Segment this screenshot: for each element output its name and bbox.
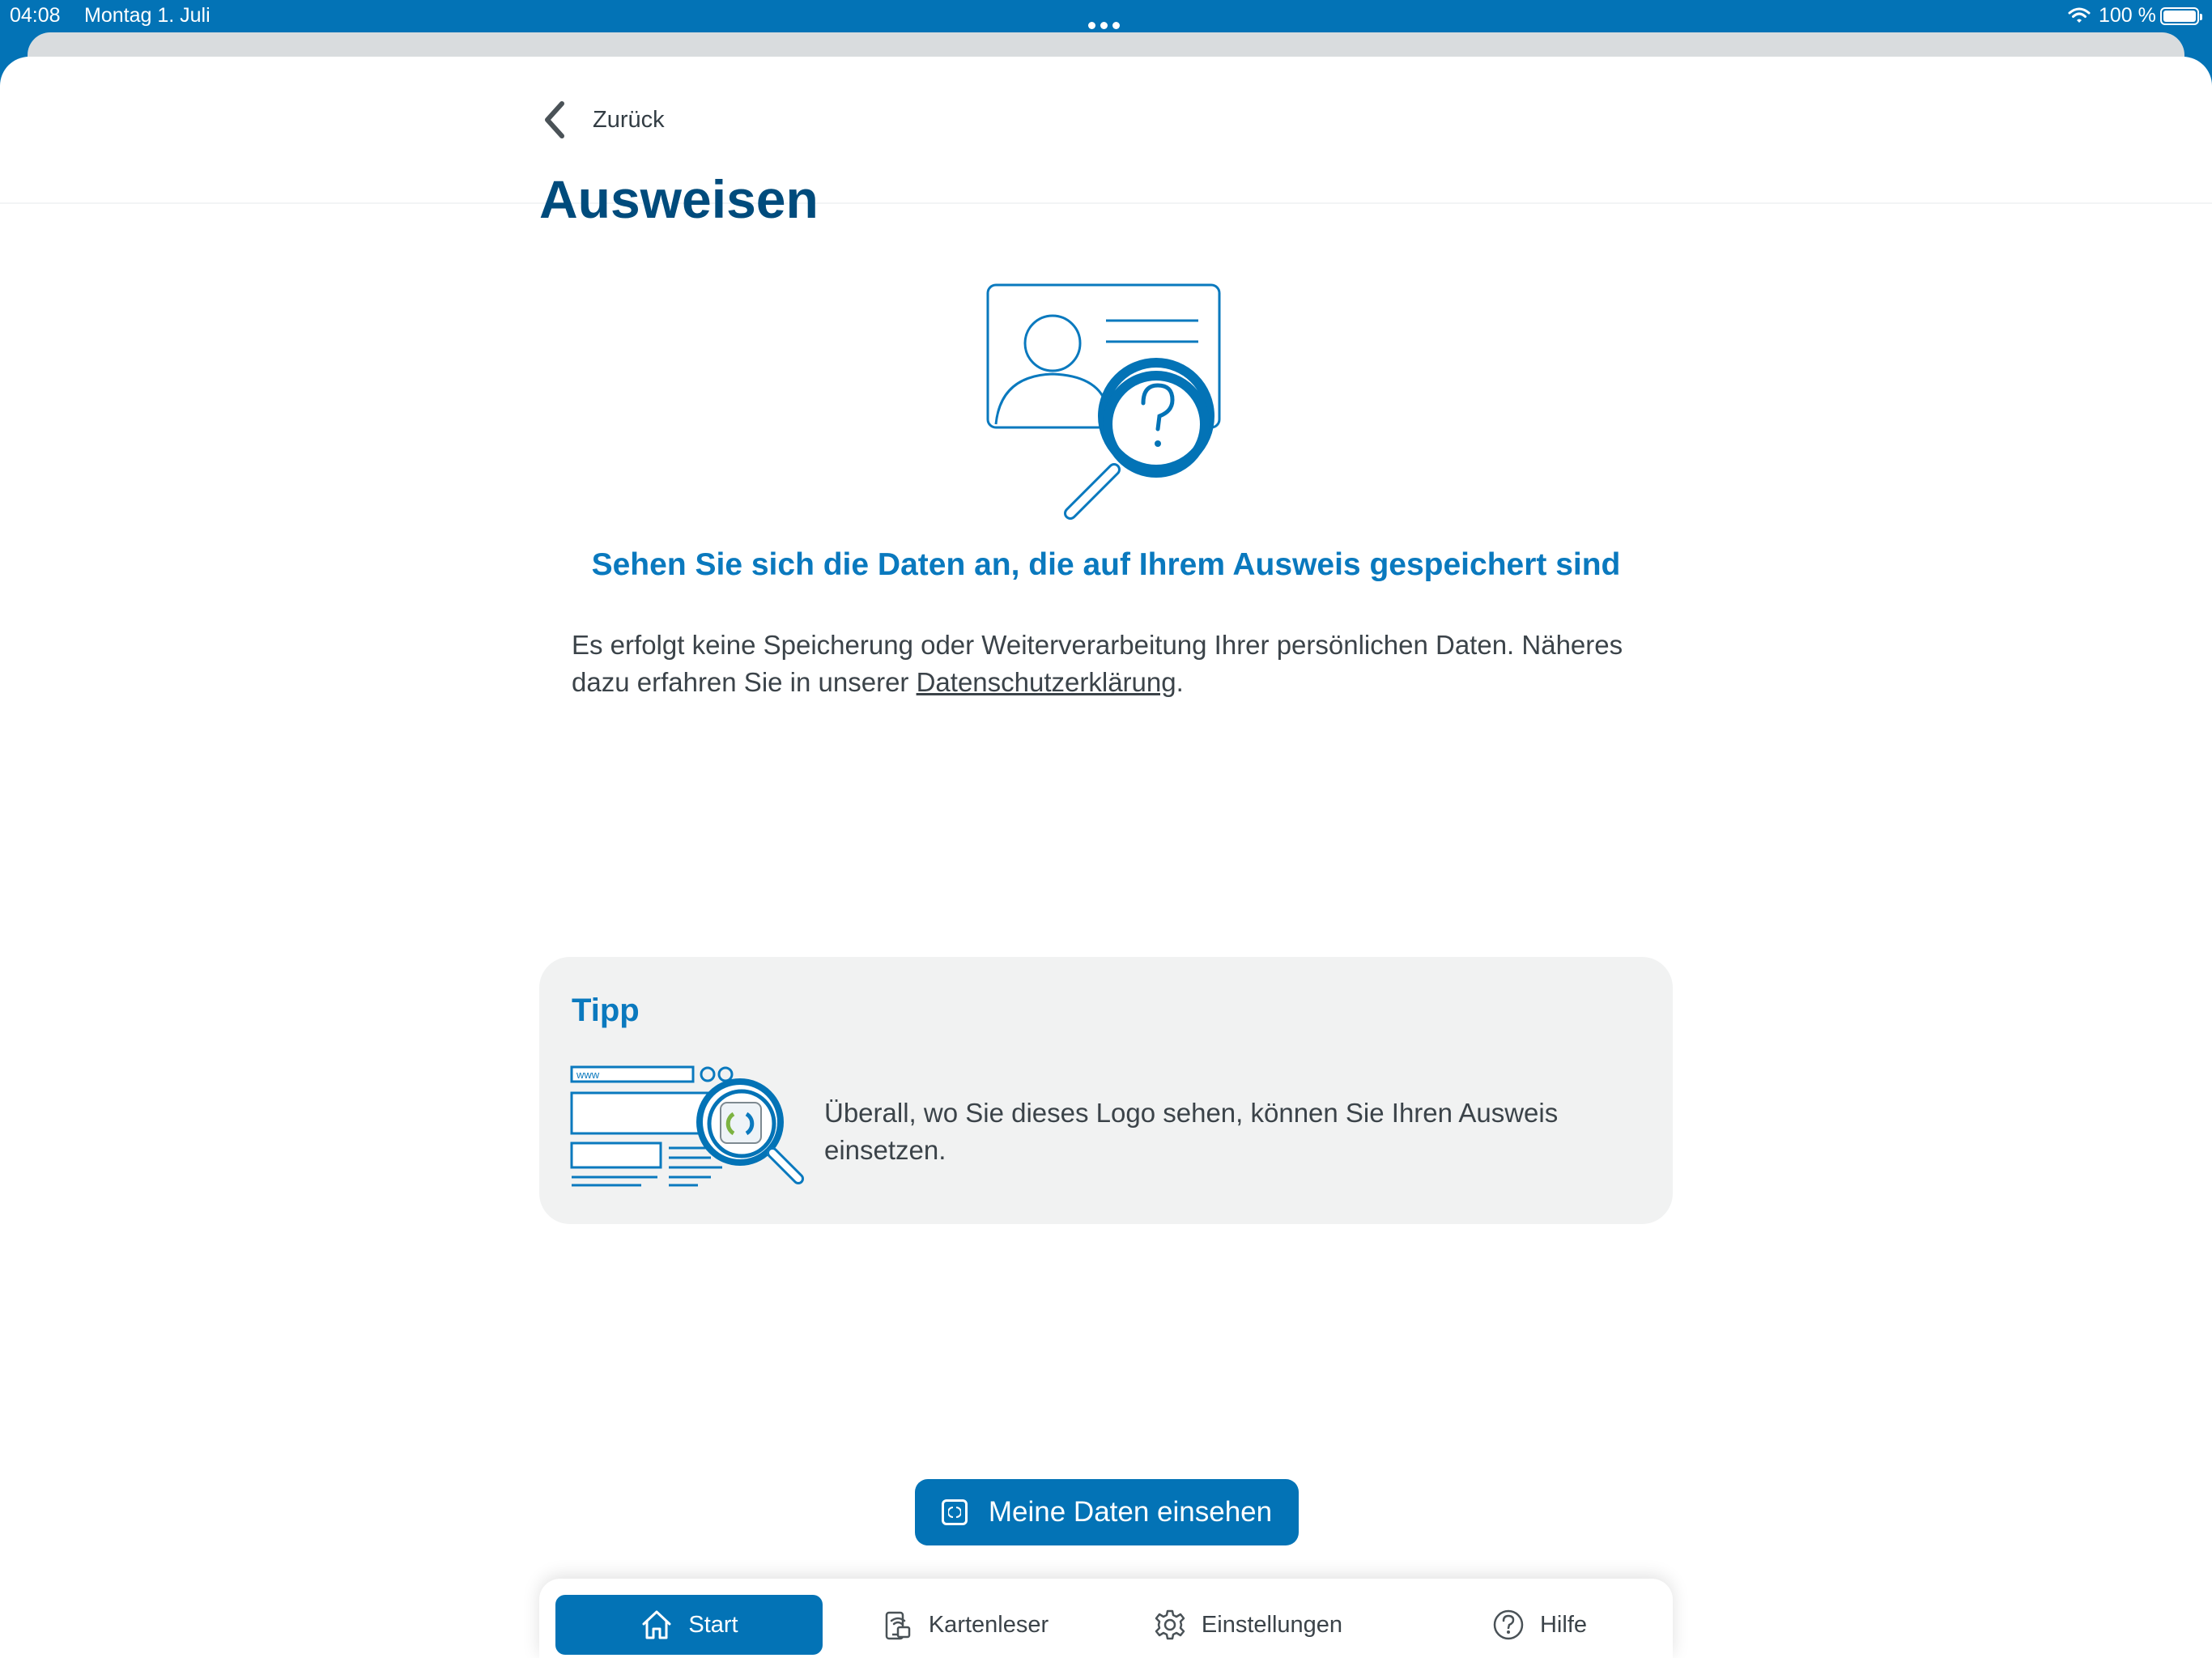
back-label: Zurück <box>593 106 665 133</box>
tip-card <box>539 957 1673 1224</box>
view-my-data-button[interactable] <box>915 1479 1299 1545</box>
multitasking-dots-icon[interactable] <box>1088 11 1125 35</box>
tab-card-reader[interactable] <box>871 1595 1057 1655</box>
tab-start[interactable] <box>555 1595 823 1655</box>
battery-icon <box>2160 7 2199 25</box>
wifi-icon <box>2068 6 2091 30</box>
privacy-text-end: . <box>1176 667 1184 697</box>
tip-text: Überall, wo Sie dieses Logo sehen, können Sie Ihren Ausweis einsetzen. <box>824 1098 1559 1165</box>
help-icon <box>1491 1608 1525 1642</box>
home-icon <box>640 1608 674 1642</box>
privacy-text: Es erfolgt keine Speicherung oder Weiterverarbeitung Ihrer persönlichen Daten. Näheres dazu erfahren Sie in unserer <box>572 630 1623 697</box>
eid-logo-website-illustration-icon <box>568 1064 811 1197</box>
bottom-tab-bar <box>539 1579 1673 1658</box>
tab-card-reader-label: Kartenleser <box>928 1611 1049 1638</box>
status-time: 04:08 <box>10 4 61 27</box>
tab-settings-label: Einstellungen <box>1201 1611 1343 1638</box>
header-divider <box>0 202 2212 204</box>
back-button[interactable] <box>541 100 665 139</box>
tip-www-label: www <box>576 1069 600 1081</box>
tab-start-label: Start <box>688 1611 738 1638</box>
tab-help[interactable] <box>1462 1595 1616 1655</box>
battery-percentage: 100 % <box>2099 4 2156 27</box>
page-title: Ausweisen <box>539 169 819 229</box>
privacy-description <box>572 627 1673 701</box>
status-date: Montag 1. Juli <box>84 4 211 27</box>
view-my-data-label: Meine Daten einsehen <box>988 1496 1273 1528</box>
eid-logo-icon <box>942 1499 968 1525</box>
gear-icon <box>1153 1608 1187 1642</box>
id-card-magnifier-question-icon <box>985 282 1227 529</box>
page-subtitle: Sehen Sie sich die Daten an, die auf Ihrem Ausweis gespeichert sind <box>591 547 1621 582</box>
tab-help-label: Hilfe <box>1539 1611 1587 1638</box>
tip-title: Tipp <box>572 993 640 1028</box>
tab-settings[interactable] <box>1138 1595 1357 1655</box>
status-bar <box>0 0 2212 32</box>
chevron-left-icon <box>541 100 568 139</box>
card-reader-icon <box>880 1608 914 1642</box>
privacy-policy-link[interactable]: Datenschutzerklärung <box>916 667 1176 697</box>
